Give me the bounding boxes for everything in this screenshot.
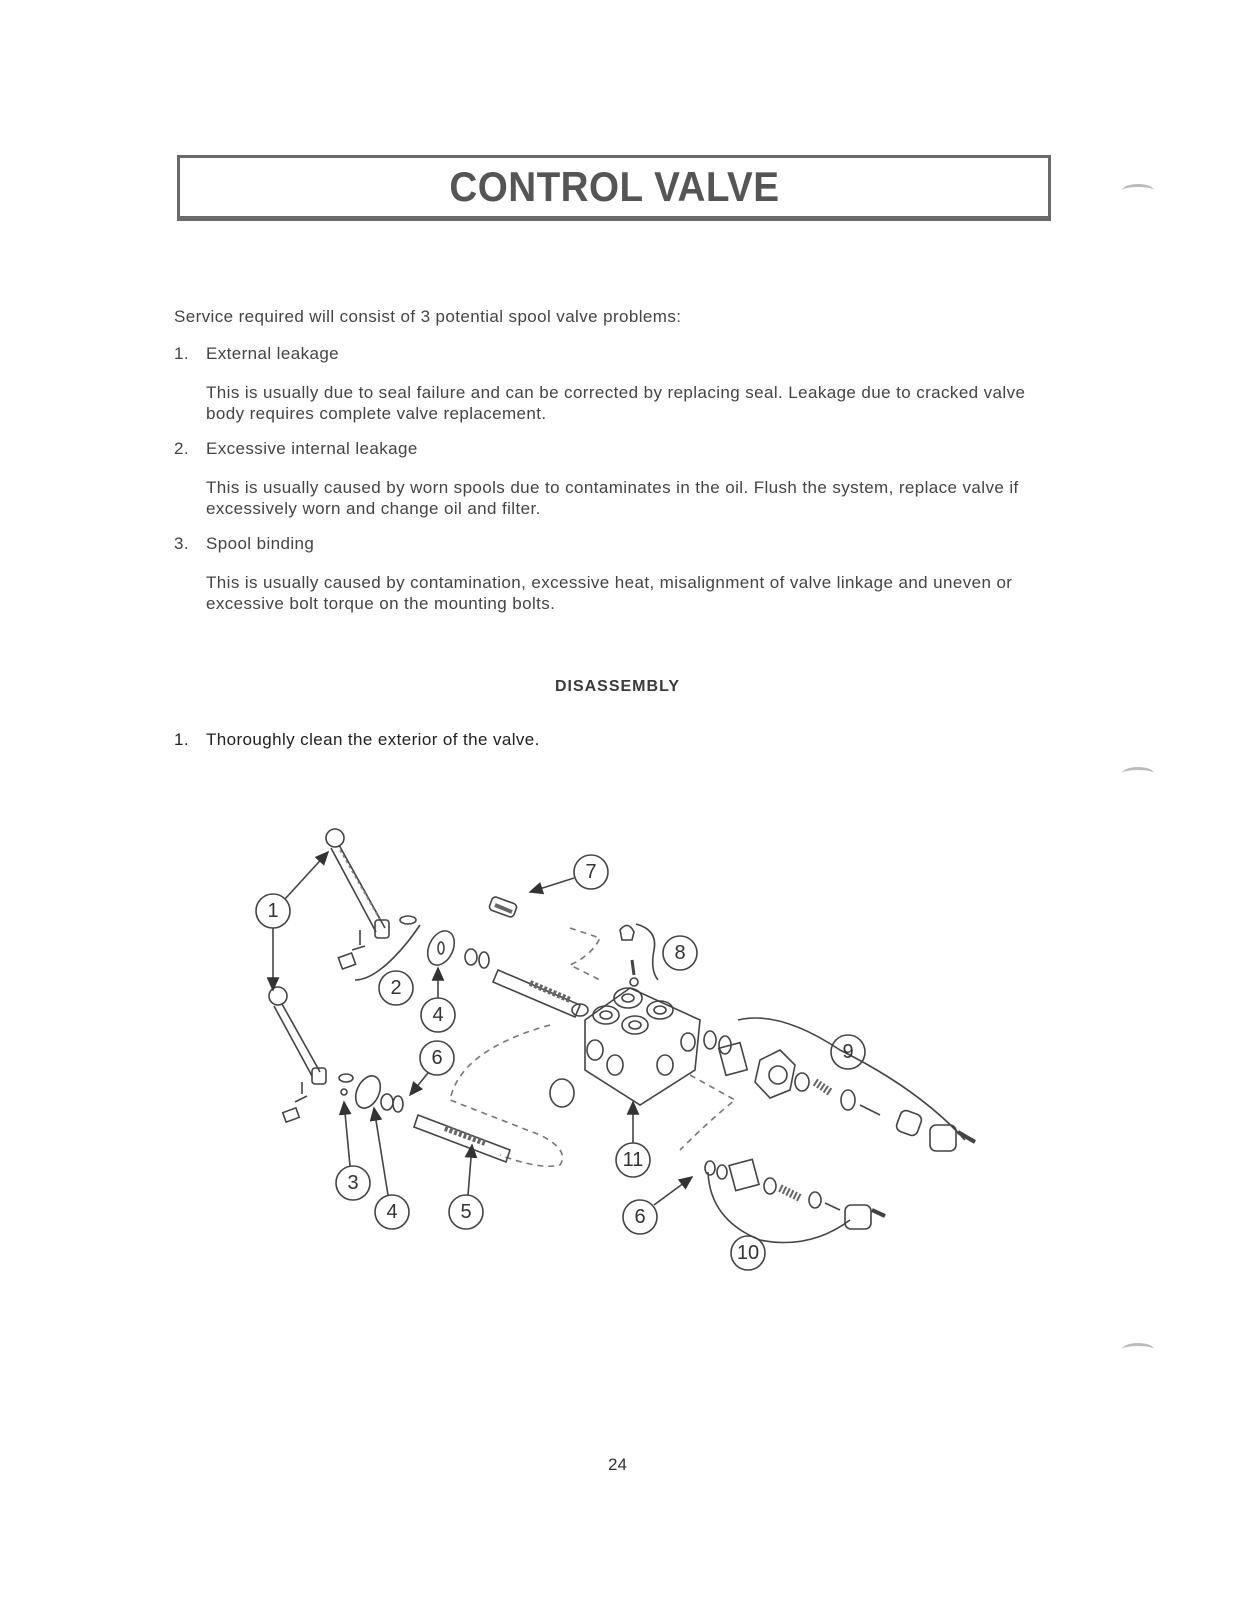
callout-2 — [379, 971, 413, 1005]
problem-title: Spool binding — [206, 534, 315, 553]
callout-11 — [616, 1102, 650, 1177]
svg-text:10: 10 — [736, 1242, 760, 1264]
step-text: Thoroughly clean the exterior of the valve. — [206, 730, 540, 749]
page-number: 24 — [608, 1455, 627, 1474]
svg-text:9: 9 — [842, 1041, 854, 1063]
callout-4-upper — [421, 968, 455, 1032]
problem-description: This is usually caused by worn spools due to contaminates in the oil. Flush the system, replace valve if excessively worn and change oil and filter. — [206, 478, 1019, 518]
centering-spring-assembly-icon — [705, 1159, 885, 1242]
callout-6-upper — [410, 1041, 454, 1095]
title-banner — [177, 155, 1051, 221]
exploded-valve-diagram — [240, 820, 1000, 1290]
svg-text:1: 1 — [267, 900, 279, 922]
hole-punch-mark — [1122, 767, 1154, 780]
svg-text:8: 8 — [674, 942, 686, 964]
intro-paragraph: Service required will consist of 3 potential spool valve problems: — [174, 307, 682, 326]
upper-spool-icon — [493, 970, 588, 1017]
hole-punch-mark — [1122, 184, 1154, 197]
callout-9 — [831, 1035, 865, 1069]
valve-body-icon — [585, 988, 700, 1105]
service-problems-section — [174, 306, 1054, 626]
problem-title: Excessive internal leakage — [206, 439, 418, 458]
port-plug-icon — [550, 1079, 574, 1107]
disassembly-heading: DISASSEMBLY — [554, 678, 681, 695]
problem-item — [174, 533, 1054, 614]
callout-10 — [731, 1236, 765, 1270]
problem-description: This is usually due to seal failure and can be corrected by replacing seal. Leakage due to cracked valve body requires complete valve replacement. — [206, 383, 1026, 423]
callout-7 — [530, 855, 608, 892]
step-number: 1. — [174, 730, 189, 749]
lower-handle-icon — [269, 987, 353, 1122]
callout-3 — [336, 1102, 370, 1200]
lower-spool-icon — [414, 1115, 510, 1162]
problem-item — [174, 438, 1054, 519]
disassembly-step — [174, 730, 540, 750]
svg-text:6: 6 — [431, 1047, 443, 1069]
svg-text:2: 2 — [390, 977, 402, 999]
callout-4-lower — [374, 1108, 409, 1229]
svg-text:5: 5 — [460, 1201, 472, 1223]
lower-seal-plate-icon — [351, 1072, 403, 1112]
callout-1 — [256, 852, 328, 990]
svg-text:3: 3 — [347, 1172, 359, 1194]
svg-text:4: 4 — [386, 1201, 398, 1223]
upper-seal-plate-icon — [423, 927, 489, 970]
callout-8 — [663, 936, 697, 970]
callout-6-lower — [623, 1177, 692, 1234]
problem-description: This is usually caused by contamination, excessive heat, misalignment of valve linkage and uneven or excessive bolt torque on the mounting bolts. — [206, 573, 1013, 613]
problem-number: 3. — [174, 534, 189, 553]
problem-title: External leakage — [206, 344, 340, 363]
problem-item — [174, 343, 1054, 424]
svg-text:7: 7 — [585, 861, 597, 883]
check-valve-plug-icon — [620, 924, 658, 986]
page-title: CONTROL VALVE — [448, 163, 780, 210]
problem-number: 1. — [174, 344, 189, 363]
upper-handle-icon — [326, 829, 420, 980]
hole-punch-mark — [1122, 1343, 1154, 1356]
callout-5 — [449, 1145, 483, 1229]
problem-number: 2. — [174, 439, 189, 458]
svg-text:11: 11 — [622, 1149, 644, 1171]
plug-icon — [488, 896, 517, 918]
svg-text:4: 4 — [432, 1004, 444, 1026]
svg-text:6: 6 — [634, 1206, 646, 1228]
